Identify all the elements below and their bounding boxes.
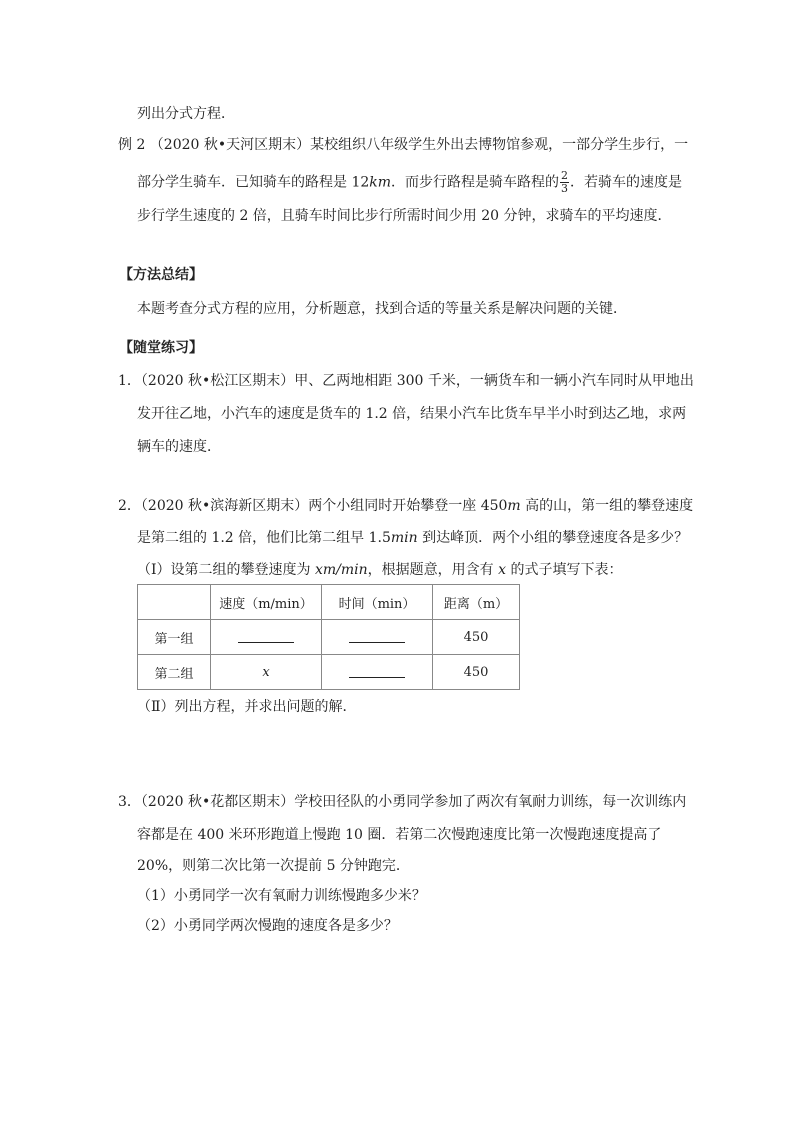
- q2-line2-text-b: 到达峰顶．两个小组的攀登速度各是多少？: [417, 530, 689, 546]
- q2-line1-text-a: 2．（2020 秋•滨海新区期末）两个小组同时开始攀登一座 450: [118, 498, 508, 514]
- unit-m: m: [507, 498, 521, 514]
- example2-line2-text-b: ．而步行路程是骑车路程的: [391, 174, 560, 191]
- table-header-cell: 距离（m）: [433, 585, 520, 620]
- q3-line2: 容都是在 400 米环形跑道上慢跑 10 圈．若第二次慢跑速度比第一次慢跑速度提高了: [137, 827, 662, 843]
- fraction-two-thirds: [560, 170, 569, 195]
- time-blank[interactable]: [322, 620, 433, 655]
- q2-part1-text-c: 的式子填写下表：: [506, 562, 623, 578]
- table-header-cell: 速度（m/min）: [211, 585, 322, 620]
- q2-line1-text-b: 高的山，第一组的攀登速度: [520, 498, 694, 514]
- fraction-denominator: 3: [561, 182, 569, 195]
- table-header-cell: 时间（min）: [322, 585, 433, 620]
- fill-in-table: [137, 584, 520, 690]
- distance-cell: 450: [433, 620, 520, 655]
- table-row: [138, 620, 520, 655]
- speed-value: x: [262, 664, 270, 680]
- q3-sub2: （2）小勇同学两次慢跑的速度各是多少？: [137, 918, 398, 934]
- blank-line[interactable]: [349, 628, 405, 643]
- q2-part1-x: x: [498, 562, 507, 578]
- q3-line3: 20%，则第二次比第一次提前 5 分钟跑完．: [137, 858, 410, 874]
- time-blank[interactable]: [322, 655, 433, 690]
- q2-line1: [118, 496, 693, 516]
- fraction-numerator: 2: [561, 169, 569, 182]
- distance-cell: 450: [433, 655, 520, 690]
- unit-min: min: [390, 530, 418, 546]
- q2-part1-text-b: ，根据题意，用含有: [367, 562, 499, 578]
- speed-cell: [211, 655, 322, 690]
- row-label: 第一组: [138, 620, 211, 655]
- q2-line2: [137, 528, 688, 548]
- q2-part1-text-a: （Ⅰ）设第二组的攀登速度为: [137, 562, 315, 578]
- q1-line3: 辆车的速度．: [137, 439, 221, 455]
- q1-line1: 1．（2020 秋•松江区期末）甲、乙两地相距 300 千米，一辆货车和一辆小汽车同时从甲地出: [118, 373, 694, 389]
- example2-line2-text-c: ．若骑车的速度是: [570, 174, 683, 191]
- method-text: 本题考查分式方程的应用，分析题意，找到合适的等量关系是解决问题的关键．: [137, 301, 627, 317]
- q2-part2: （Ⅱ）列出方程，并求出问题的解．: [137, 699, 357, 715]
- q3-sub1: （1）小勇同学一次有氧耐力训练慢跑多少米？: [137, 888, 426, 904]
- example2-line1: 例 2 （2020 秋•天河区期末）某校组织八年级学生外出去博物馆参观，一部分学生步行，一: [118, 137, 689, 153]
- speed-blank[interactable]: [211, 620, 322, 655]
- row-label: 第二组: [138, 655, 211, 690]
- example2-line3: 步行学生速度的 2 倍，且骑车时间比步行所需时间少用 20 分钟，求骑车的平均速度．: [137, 208, 672, 224]
- blank-line[interactable]: [349, 663, 405, 678]
- q1-line2: 发开往乙地，小汽车的速度是货车的 1.2 倍，结果小汽车比货车早半小时到达乙地，求两: [137, 406, 687, 422]
- example2-line2-text-a: 部分学生骑车．已知骑车的路程是 12: [137, 174, 370, 191]
- q2-part1: [137, 560, 622, 580]
- q3-line1: 3．（2020 秋•花都区期末）学校田径队的小勇同学参加了两次有氧耐力训练，每一次训练内: [118, 794, 687, 810]
- practice-heading: 【随堂练习】: [119, 340, 203, 356]
- method-heading: 【方法总结】: [119, 267, 203, 283]
- example2-line2: [137, 170, 682, 195]
- table-header-cell: [138, 585, 211, 620]
- q2-line2-text-a: 是第二组的 1.2 倍，他们比第二组早 1.5: [137, 530, 391, 546]
- table-row: [138, 655, 520, 690]
- table-header-row: [138, 585, 520, 620]
- unit-km: km: [369, 174, 392, 191]
- blank-line[interactable]: [238, 628, 294, 643]
- intro-line: 列出分式方程．: [137, 106, 235, 122]
- q2-part1-var: xm/min: [314, 562, 368, 578]
